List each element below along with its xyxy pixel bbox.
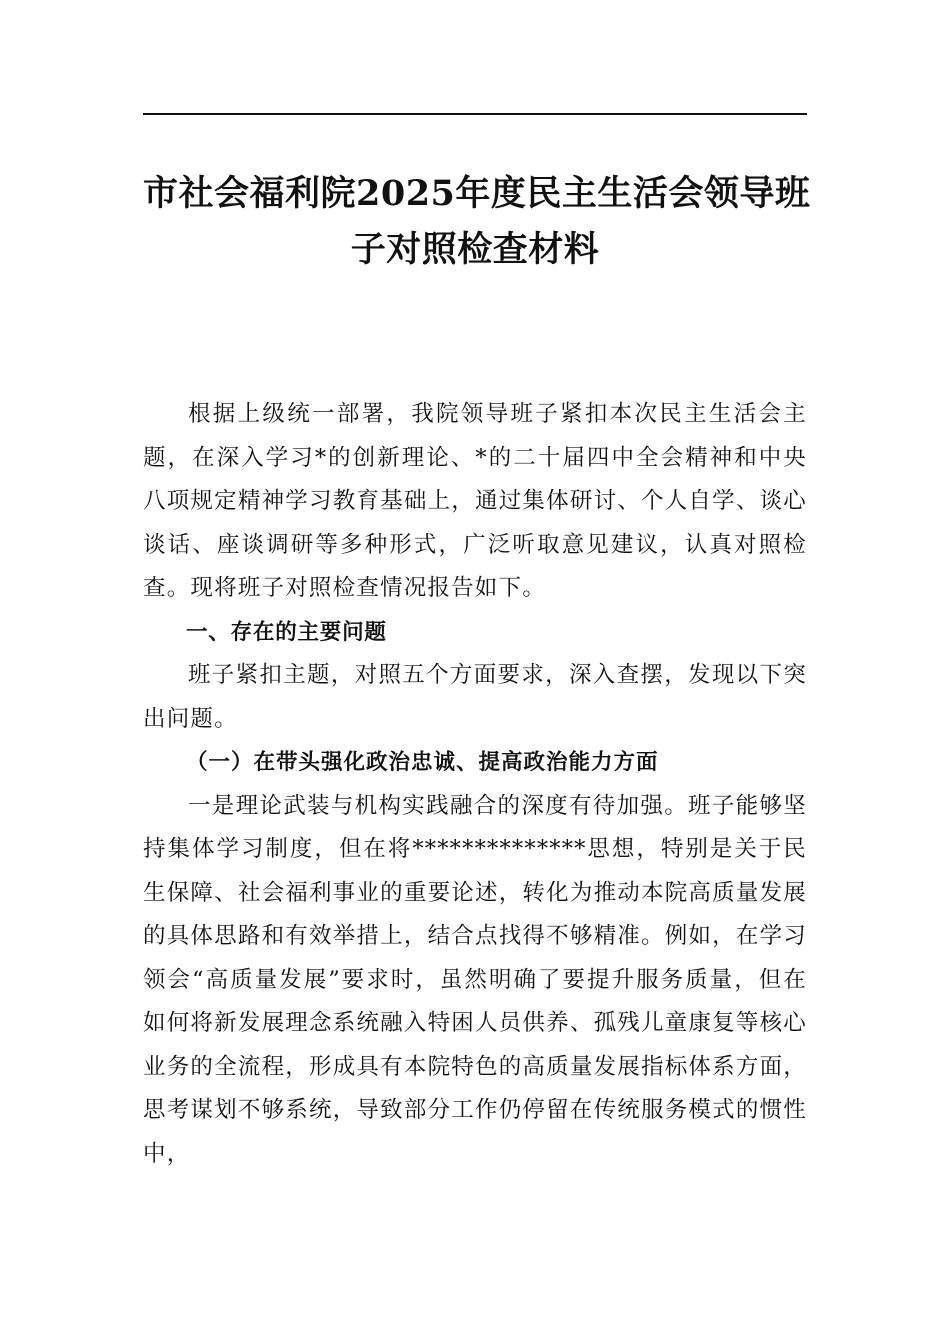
title-line-1: 市社会福利院2025年度民主生活会领导班 — [143, 173, 811, 214]
section-intro-paragraph: 班子紧扣主题，对照五个方面要求，深入查摆，发现以下突出问题。 — [143, 662, 807, 732]
document-body — [143, 393, 807, 1176]
section-heading-1: 一、存在的主要问题 — [186, 619, 387, 645]
subsection-heading-1: （一）在带头强化政治忠诚、提高政治能力方面 — [186, 750, 659, 775]
problem-paragraph-1: 一是理论武装与机构实践融合的深度有待加强。班子能够坚持集体学习制度，但在将**************思想，特别是关于民生保障、社会福利事业的重要论述，转化为推动本院高质量发展的具体思路和有效举措上，结合点找得不够精准。例如，在学习领会“高质量发展”要求时，虽然明确了要提升服务质量，但在如何将新发展理念系统融入特困人员供养、孤残儿童康复等核心业务的全流程，形成具有本院特色的高质量发展指标体系方面，思考谋划不够系统，导致部分工作仍停留在传统服务模式的惯性中， — [143, 792, 807, 1167]
intro-paragraph: 根据上级统一部署，我院领导班子紧扣本次民主生活会主题，在深入学习*的创新理论、*的二十届四中全会精神和中央八项规定精神学习教育基础上，通过集体研讨、个人自学、谈心谈话、座谈调研等多种形式，广泛听取意见建议，认真对照检查。现将班子对照检查情况报告如下。 — [143, 401, 807, 601]
document-title — [143, 166, 811, 278]
header-rule — [143, 113, 807, 115]
title-line-2: 子对照检查材料 — [350, 229, 600, 270]
